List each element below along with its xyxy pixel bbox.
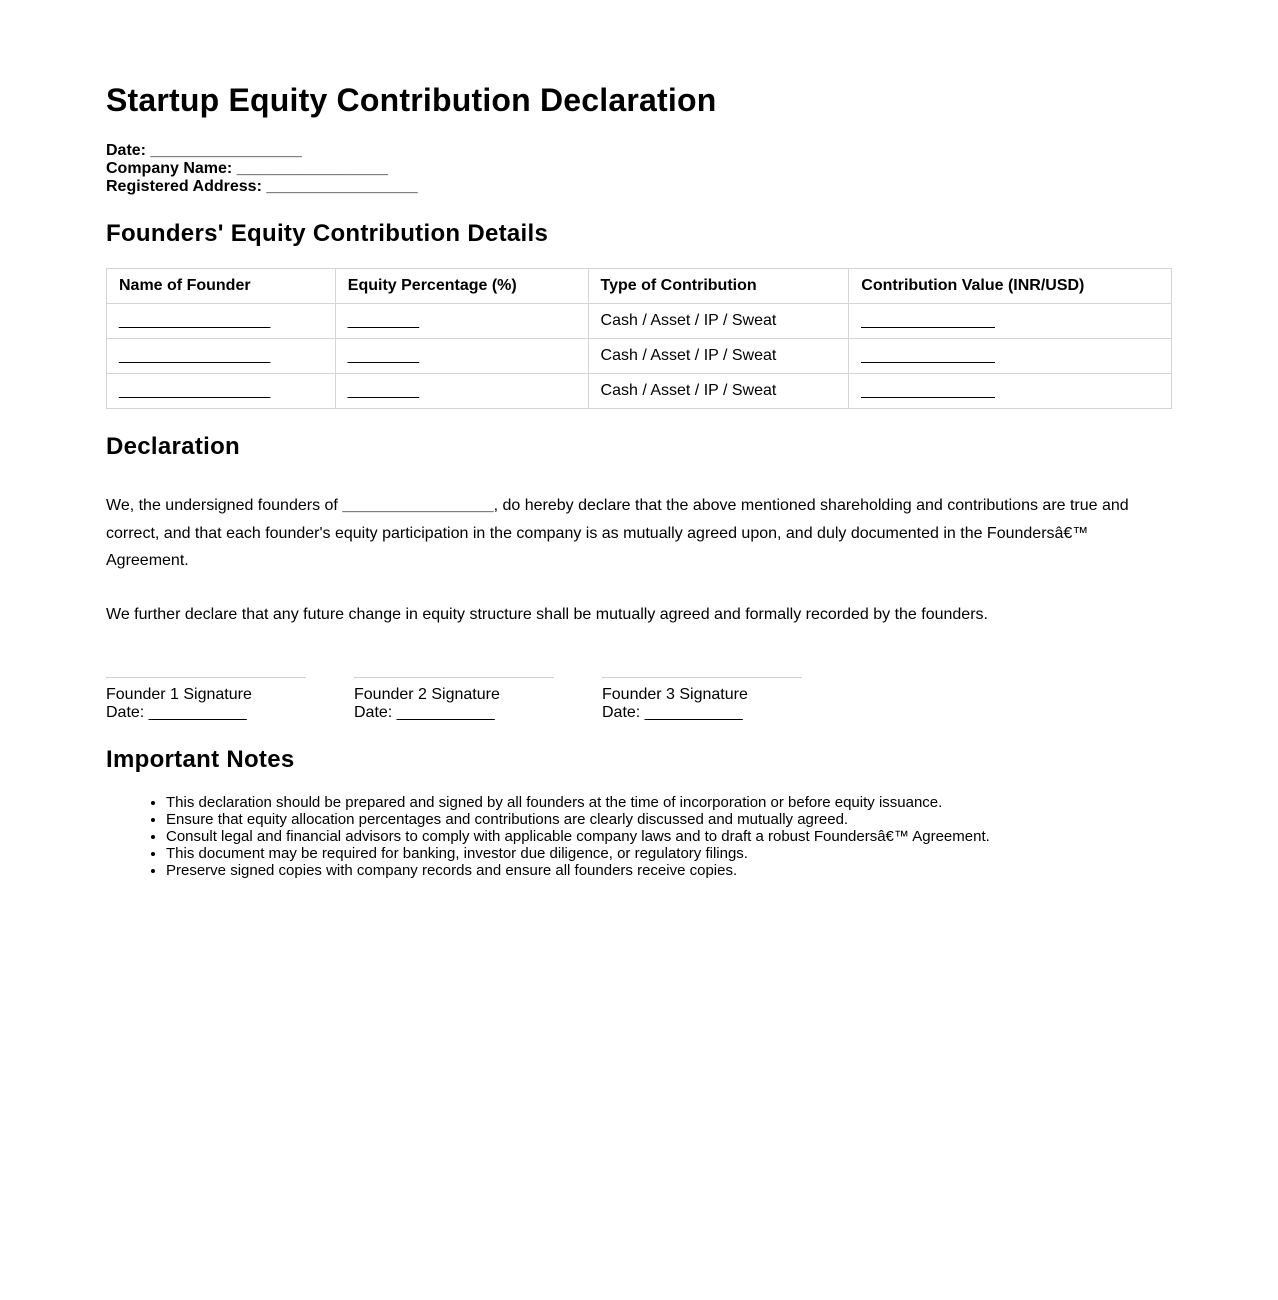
contribution-value-cell: _______________ (849, 304, 1172, 339)
list-item: • This declaration should be prepared and signed by all founders at the time of incorporation or before equity issuance. (166, 794, 990, 811)
signature-label: Founder 1 Signature (106, 686, 252, 703)
founder-2-signature-block (354, 677, 554, 722)
signature-date-blank: ___________ (644, 704, 743, 721)
founder-name-cell: _________________ (107, 304, 336, 339)
equity-percentage-cell: ________ (335, 374, 588, 409)
contribution-type-cell: Cash / Asset / IP / Sweat (588, 374, 849, 409)
signature-date-label: Date: (106, 704, 145, 721)
declaration-heading: Declaration (106, 433, 241, 460)
company-name-blank: _________________ (236, 160, 388, 177)
equity-table (106, 268, 1172, 409)
table-row (107, 374, 1172, 409)
signature-line (354, 677, 554, 686)
further-declaration-paragraph: We further declare that any future change in equity structure shall be mutually agreed and formally recorded by the founders. (106, 606, 988, 623)
page-title: Startup Equity Contribution Declaration (106, 82, 717, 118)
list-item: • Consult legal and financial advisors to comply with applicable company laws and to draft a robust Foundersâ€™ Agreement. (166, 828, 990, 845)
signature-line (106, 677, 306, 686)
signature-date (354, 704, 554, 722)
date-field (106, 142, 418, 160)
signature-date (602, 704, 802, 722)
list-item: • Ensure that equity allocation percentages and contributions are clearly discussed and mutually agreed. (166, 811, 990, 828)
important-notes-heading: Important Notes (106, 746, 295, 773)
founder-3-signature-block (602, 677, 802, 722)
date-label: Date: (106, 142, 147, 159)
list-item: • This document may be required for banking, investor due diligence, or regulatory filings. (166, 845, 990, 862)
founder-1-signature-block (106, 677, 306, 722)
company-name-field (106, 160, 418, 178)
founder-name-cell: _________________ (107, 374, 336, 409)
company-name-label: Company Name: (106, 160, 233, 177)
equity-percentage-cell: ________ (335, 304, 588, 339)
signature-date-label: Date: (602, 704, 641, 721)
date-blank: _________________ (150, 142, 302, 159)
contribution-value-cell: _______________ (849, 374, 1172, 409)
column-header-contribution-type: Type of Contribution (588, 269, 849, 304)
registered-address-blank: _________________ (266, 178, 418, 195)
founder-name-cell: _________________ (107, 339, 336, 374)
column-header-contribution-value: Contribution Value (INR/USD) (849, 269, 1172, 304)
registered-address-label: Registered Address: (106, 178, 262, 195)
declaration-paragraph (106, 492, 1172, 575)
founders-section-heading: Founders' Equity Contribution Details (106, 220, 549, 247)
signature-label: Founder 3 Signature (602, 686, 748, 703)
signature-label: Founder 2 Signature (354, 686, 500, 703)
table-row (107, 304, 1172, 339)
company-name-blank: _________________ (342, 497, 494, 514)
declaration-text-start: We, the undersigned founders of (106, 497, 343, 514)
signature-date (106, 704, 306, 722)
document-meta (106, 142, 418, 196)
list-item: • Preserve signed copies with company records and ensure all founders receive copies. (166, 862, 990, 879)
contribution-type-cell: Cash / Asset / IP / Sweat (588, 339, 849, 374)
declaration-text-end: , do hereby declare that the above mentioned shareholding and contributions are true and correct, and that each founder's equity participation in the company is as mutually agreed upon, and duly documented in the Foundersâ€™ Agreement. (106, 497, 1129, 569)
column-header-equity-percentage: Equity Percentage (%) (335, 269, 588, 304)
important-notes-list (106, 794, 990, 879)
signature-date-blank: ___________ (148, 704, 247, 721)
signature-date-label: Date: (354, 704, 393, 721)
signature-date-blank: ___________ (396, 704, 495, 721)
column-header-name: Name of Founder (107, 269, 336, 304)
equity-percentage-cell: ________ (335, 339, 588, 374)
signature-line (602, 677, 802, 686)
contribution-type-cell: Cash / Asset / IP / Sweat (588, 304, 849, 339)
table-header-row (107, 269, 1172, 304)
table-row (107, 339, 1172, 374)
registered-address-field (106, 178, 418, 196)
contribution-value-cell: _______________ (849, 339, 1172, 374)
